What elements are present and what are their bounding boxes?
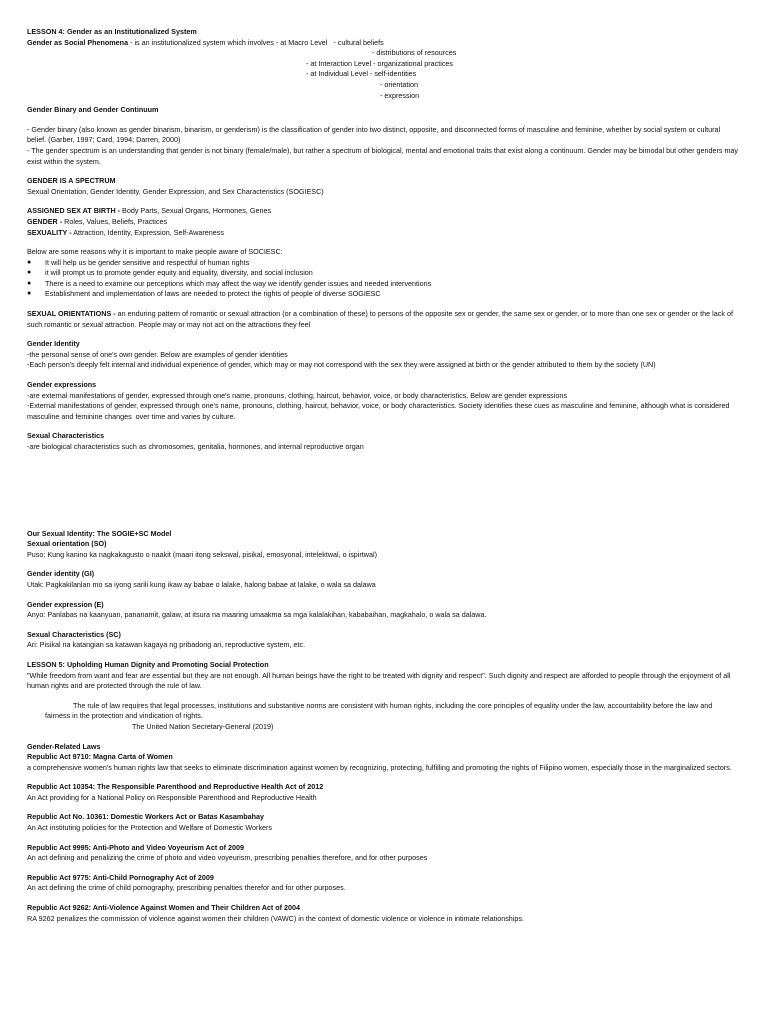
- list-item: ● It will help us be gender sensitive and respectful of human rights: [27, 258, 739, 269]
- rule-of-law-paragraph: [27, 701, 739, 722]
- binary-heading: Gender Binary and Gender Continuum: [27, 105, 159, 115]
- lesson5-quote: "While freedom from want and fear are essential but they are not enough. All human beings have the right to be treated with dignity and respect". Such dignity and respect are afforded to people through the enjoyment of all human rights and are protected through the rule of law.: [27, 670, 733, 691]
- gender-identity-heading: Gender Identity: [27, 339, 80, 349]
- orientations-term: SEXUAL ORIENTATIONS -: [27, 309, 116, 319]
- gender-expressions-line-2: -External manifestations of gender, expressed through one's name, pronouns, clothing, haircut, behavior, voice, or body characteristics. Society identifies these cues as masculine and feminine, although what is considered masculine and feminine changes over time and varies by culture.: [27, 401, 732, 421]
- un-signature: The United Nation Secretary-General (2019): [132, 721, 274, 731]
- law-title: Republic Act 9995: Anti-Photo and Video Voyeurism Act of 2009: [27, 842, 244, 852]
- list-item: ● it will prompt us to promote gender equity and equality, diversity, and social inclusion: [27, 268, 739, 279]
- so-heading: Sexual orientation (SO): [27, 539, 107, 549]
- phenomena-term: Gender as Social Phenomena: [27, 37, 129, 47]
- law-entry: [27, 782, 739, 803]
- ge-heading: Gender expression (E): [27, 599, 104, 609]
- expression-line: [27, 91, 739, 102]
- lesson4-title: LESSON 4: Gender as an Institutionalized System: [27, 27, 197, 36]
- so-text: Puso: Kung kanino ka nagkakagusto o naakit (maari itong sekswal, pisikal, emosyonal, intelektwal, o ispirtwal): [27, 549, 377, 559]
- ge-text: Anyo: Panlabas na kaanyuan, pananamit, galaw, at itsura na maaring umaakma sa mga kalalakihan, kababaihan, magkahalo, o wala sa dalawa.: [27, 610, 487, 620]
- document-page: [27, 27, 739, 924]
- gender-phenomena-line: [27, 38, 739, 49]
- list-item: ● There is a need to examine our perceptions which may affect the way we identify gender issues and needed interventions: [27, 279, 739, 290]
- individual-orientation: - orientation: [380, 79, 418, 89]
- law-entry: [27, 903, 739, 924]
- spectrum-heading: GENDER IS A SPECTRUM: [27, 176, 116, 186]
- law-entry: [27, 843, 739, 864]
- sc-text: Ari: Pisikal na katangian sa katawan kagaya ng pribadong ari, reproductive system, etc.: [27, 640, 306, 650]
- law-title: Republic Act 10354: The Responsible Parenthood and Reproductive Health Act of 2012: [27, 782, 324, 792]
- sexuality-line: [27, 228, 739, 239]
- gender-expressions-heading: Gender expressions: [27, 380, 97, 390]
- phenomena-text: - is an institutionalized system which involves - at Macro Level - cultural beliefs: [128, 37, 384, 47]
- orientations-text: an enduring pattern of romantic or sexual attraction (or a combination of these) to persons of the opposite sex or gender, the same sex or gender, or to more than one sex or gender or the lack of such romantic or sexual attraction. People may or may not act on the attractions they feel: [27, 309, 735, 329]
- gender-line: [27, 217, 739, 228]
- macro-line-2: [27, 48, 739, 59]
- sexual-characteristics-line: -are biological characteristics such as chromosomes, genitalia, hormones, and internal reproductive organ: [27, 442, 364, 451]
- individual-line: [27, 69, 739, 80]
- sexuality-text: Attraction, Identity, Expression, Self-Awareness: [71, 227, 224, 237]
- laws-heading: Gender-Related Laws: [27, 741, 101, 751]
- interaction-level: - at Interaction Level - organizational practices: [306, 58, 454, 68]
- macro-resources: - distributions of resources: [372, 48, 457, 58]
- law-title: Republic Act 9262: Anti-Violence Against Women and Their Children Act of 2004: [27, 903, 301, 913]
- individual-expression: - expression: [380, 90, 420, 100]
- list-item: ● Establishment and implementation of laws are needed to protect the rights of people of diverse SOGIESC: [27, 289, 739, 300]
- interaction-line: [27, 59, 739, 70]
- sexuality-term: SEXUALITY -: [27, 227, 72, 237]
- assigned-sex-line: [27, 206, 739, 217]
- individual-level: - at Individual Level - self-identities: [306, 69, 417, 79]
- law-description: An Act instituting policies for the Protection and Welfare of Domestic Workers: [27, 823, 273, 833]
- gender-term: GENDER -: [27, 216, 63, 226]
- law-title: Republic Act 9775: Anti-Child Pornography Act of 2009: [27, 872, 214, 882]
- law-entry: [27, 752, 739, 773]
- law-description: RA 9262 penalizes the commission of violence against women their children (VAWC) in the context of domestic violence or violence in intimate relationships.: [27, 913, 524, 923]
- reasons-list: [27, 258, 739, 300]
- law-title: Republic Act 9710: Magna Carta of Women: [27, 752, 173, 762]
- law-description: An act defining the crime of child pornography, prescribing penalties therefor and for other purposes.: [27, 883, 346, 893]
- sogie-heading: Our Sexual Identity: The SOGIE+SC Model: [27, 528, 172, 538]
- orientation-line: [27, 80, 739, 91]
- gi-text: Utak: Pagkakilanlan mo sa iyong sarili kung ikaw ay babae o lalake, halong babae at lalake, o wala sa dalawa: [27, 579, 376, 589]
- law-description: An act defining and penalizing the crime of photo and video voyeurism, prescribing penalties therefore, and for other purposes: [27, 853, 428, 863]
- sexual-orientations-paragraph: [27, 309, 739, 330]
- gender-identity-line-1: -the personal sense of one's own gender. Below are examples of gender identities: [27, 349, 288, 359]
- law-description: a comprehensive women's human rights law that seeks to eliminate discrimination against women by recognizing, protecting, fulfilling and promoting the rights of Filipino women, especially those in the marginalized sectors.: [27, 762, 732, 772]
- binary-paragraph: - Gender binary (also known as gender binarism, binarism, or genderism) is the classification of gender into two distinct, opposite, and disconnected forms of masculine and feminine, whether by social system or cultural belief. (Garber, 1997; Card, 1994; Darren, 2000): [27, 124, 723, 145]
- spectrum-text: Sexual Orientation, Gender Identity, Gender Expression, and Sex Characteristics (SOGIESC): [27, 186, 324, 196]
- lesson5-title: LESSON 5: Upholding Human Dignity and Promoting Social Protection: [27, 659, 269, 669]
- gender-text: Roles, Values, Beliefs, Practices: [62, 216, 168, 226]
- law-description: An Act providing for a National Policy on Responsible Parenthood and Reproductive Health: [27, 792, 317, 802]
- rule-of-law-text: The rule of law requires that legal processes, institutions and substantive norms are consistent with human rights, including the core principles of equality under the law, accountability before the law and fairness in the protection and vindication of rights.: [45, 700, 715, 721]
- law-entry: [27, 873, 739, 894]
- assigned-sex-term: ASSIGNED SEX AT BIRTH -: [27, 206, 121, 216]
- spectrum-paragraph: - The gender spectrum is an understanding that gender is not binary (female/male), but rather a spectrum of biological, mental and emotional traits that exist along a continuum. Gender may be bimodal but other genders may exist within the system.: [27, 145, 741, 166]
- assigned-sex-text: Body Parts, Sexual Organs, Hormones, Genes: [120, 206, 272, 216]
- law-title: Republic Act No. 10361: Domestic Workers Act or Batas Kasambahay: [27, 812, 265, 822]
- gender-expressions-line-1: -are external manifestations of gender, expressed through one's name, pronouns, clothing, haircut, behavior, voice, or body characteristics. Below are gender expressions: [27, 390, 567, 400]
- gi-heading: Gender identity (GI): [27, 569, 95, 579]
- reasons-intro: Below are some reasons why it is important to make people aware of SOCIESC:: [27, 247, 283, 257]
- sc-heading: Sexual Characteristics (SC): [27, 629, 121, 639]
- sexual-characteristics-heading: Sexual Characteristics: [27, 431, 105, 441]
- gender-identity-line-2: -Each person's deeply felt internal and individual experience of gender, which may or may not correspond with the sex they were assigned at birth or the gender attributed to them by the society (UN): [27, 360, 656, 370]
- law-entry: [27, 812, 739, 833]
